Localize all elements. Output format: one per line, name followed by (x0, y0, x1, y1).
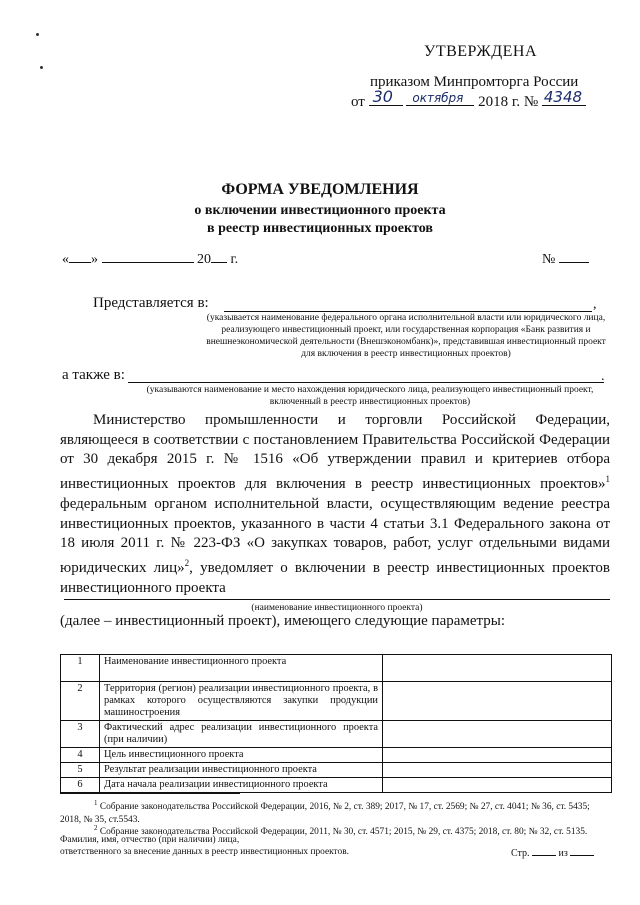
page-counter (511, 845, 594, 859)
form-title-line1: ФОРМА УВЕДОМЛЕНИЯ (221, 181, 419, 198)
footnote-1-mark: 1 (94, 799, 98, 807)
table-row (61, 778, 612, 793)
scan-mark-top (36, 33, 39, 36)
row-value[interactable] (383, 778, 612, 793)
row-parameter: Результат реализации инвестиционного проекта (100, 763, 383, 778)
notice-body-part3: , уведомляет о включении в реестр инвестиционных проектов инвестиционного проекта (60, 559, 610, 596)
row-value[interactable] (383, 682, 612, 721)
submitted-to-hint: (указывается наименование федерального органа исполнительной власти или юридического лица, реализующего инвестиционный проект, или государственная корпорация «Банк развития и внешнеэкономической деятельности (Внешэкономбанк)», представившая инвестиционный проект для включения в реестр инвестиционных проектов) (206, 313, 606, 359)
row-value[interactable] (383, 655, 612, 682)
also-to-label: а также в: (62, 367, 125, 383)
form-title-line3: в реестр инвестиционных проектов (207, 221, 433, 236)
params-intro: (далее – инвестиционный проект), имеющего следующие параметры: (60, 613, 506, 629)
row-parameter: Наименование инвестиционного проекта (100, 655, 383, 682)
form-date-row (62, 249, 238, 268)
row-value[interactable] (383, 748, 612, 763)
table-row (61, 748, 612, 763)
form-number-field (542, 249, 589, 268)
row-number: 2 (61, 682, 100, 721)
number-sign: № (542, 252, 556, 267)
year-prefix: 20 (197, 252, 211, 267)
table-row (61, 682, 612, 721)
row-number: 5 (61, 763, 100, 778)
params-table (60, 654, 612, 793)
form-title-line2: о включении инвестиционного проекта (194, 203, 446, 218)
page-of-label: из (558, 848, 568, 859)
submitted-to-label: Представляется в: (93, 295, 209, 311)
year-suffix: г. (230, 252, 239, 267)
row-parameter: Территория (регион) реализации инвестиционного проекта, в рамках которого осуществляются закупки продукции машиностроения (100, 682, 383, 721)
row-parameter: Цель инвестиционного проекта (100, 748, 383, 763)
row-parameter: Фактический адрес реализации инвестиционного проекта (при наличии) (100, 721, 383, 748)
row-value[interactable] (383, 721, 612, 748)
row-number: 4 (61, 748, 100, 763)
approval-title: УТВЕРЖДЕНА (424, 43, 538, 60)
also-to-end-mark: . (601, 369, 605, 384)
submitted-to-end-mark: , (593, 297, 597, 312)
row-number: 3 (61, 721, 100, 748)
scan-mark-middle (40, 66, 43, 69)
approval-order-line: приказом Минпромторга России (370, 74, 579, 90)
footnote-separator (60, 793, 240, 794)
project-name-field[interactable] (64, 599, 610, 600)
also-to-field[interactable] (128, 382, 604, 383)
notice-body-part2: федеральным органом исполнительной власти, осуществляющим ведение реестра инвестиционных проектов, указанного в части 4 статьи 3.1 Федерального закона от 18 июля 2011 г. № 223-ФЗ «О закупках товаров, работ, услуг отдельными видами юридических лиц» (60, 495, 610, 576)
approval-number-handwritten: 4348 (543, 88, 583, 106)
footnote-2-text: Собрание законодательства Российской Федерации, 2011, № 30, ст. 4571; 2015, № 29, ст. 4375; 2018, ст. 80; № 32, ст. 5135. (97, 827, 588, 838)
row-parameter: Дата начала реализации инвестиционного проекта (100, 778, 383, 793)
page-label: Стр. (511, 848, 530, 859)
approval-date-prefix: от (351, 94, 365, 110)
footnote-ref-2: 2 (184, 557, 190, 568)
notice-body-part1: Министерство промышленности и торговли Российской Федерации, являющееся в соответствии с постановлением Правительства Российской Федерации от 30 декабря 2015 г. № 1516 «Об утверждении правил и критериев отбора инвестиционных проектов для включения в реестр инвестиционных проектов» (60, 412, 610, 493)
quote-close: » (91, 252, 98, 267)
approval-month-handwritten: октября (412, 91, 464, 105)
row-number: 1 (61, 655, 100, 682)
signature-line1: Фамилия, имя, отчество (при наличии) лица, (60, 835, 240, 845)
approval-date-line (351, 87, 586, 111)
row-number: 6 (61, 778, 100, 793)
row-value[interactable] (383, 763, 612, 778)
approval-day-handwritten: 30 (372, 87, 393, 106)
table-row (61, 763, 612, 778)
also-to-hint: (указываются наименование и место нахождения юридического лица, реализующего инвестиционный проект, включенный в реестр инвестиционных проектов) (146, 385, 594, 407)
signature-line2: ответственного за внесение данных в реестр инвестиционных проектов. (60, 847, 349, 857)
approval-year-label: 2018 г. № (478, 94, 539, 110)
table-row (61, 721, 612, 748)
footnote-ref-1: 1 (605, 474, 610, 485)
quote-open: « (62, 252, 69, 267)
notice-body-paragraph (60, 411, 610, 598)
project-name-hint: (наименование инвестиционного проекта) (251, 603, 423, 613)
footnote-2-mark: 2 (94, 824, 98, 832)
table-row (61, 655, 612, 682)
footnote-1-text: Собрание законодательства Российской Федерации, 2016, № 2, ст. 389; 2017, № 17, ст. 2569; № 27, ст. 4041; № 36, ст. 5435; 2018, № 35, ст.5543. (60, 802, 590, 825)
